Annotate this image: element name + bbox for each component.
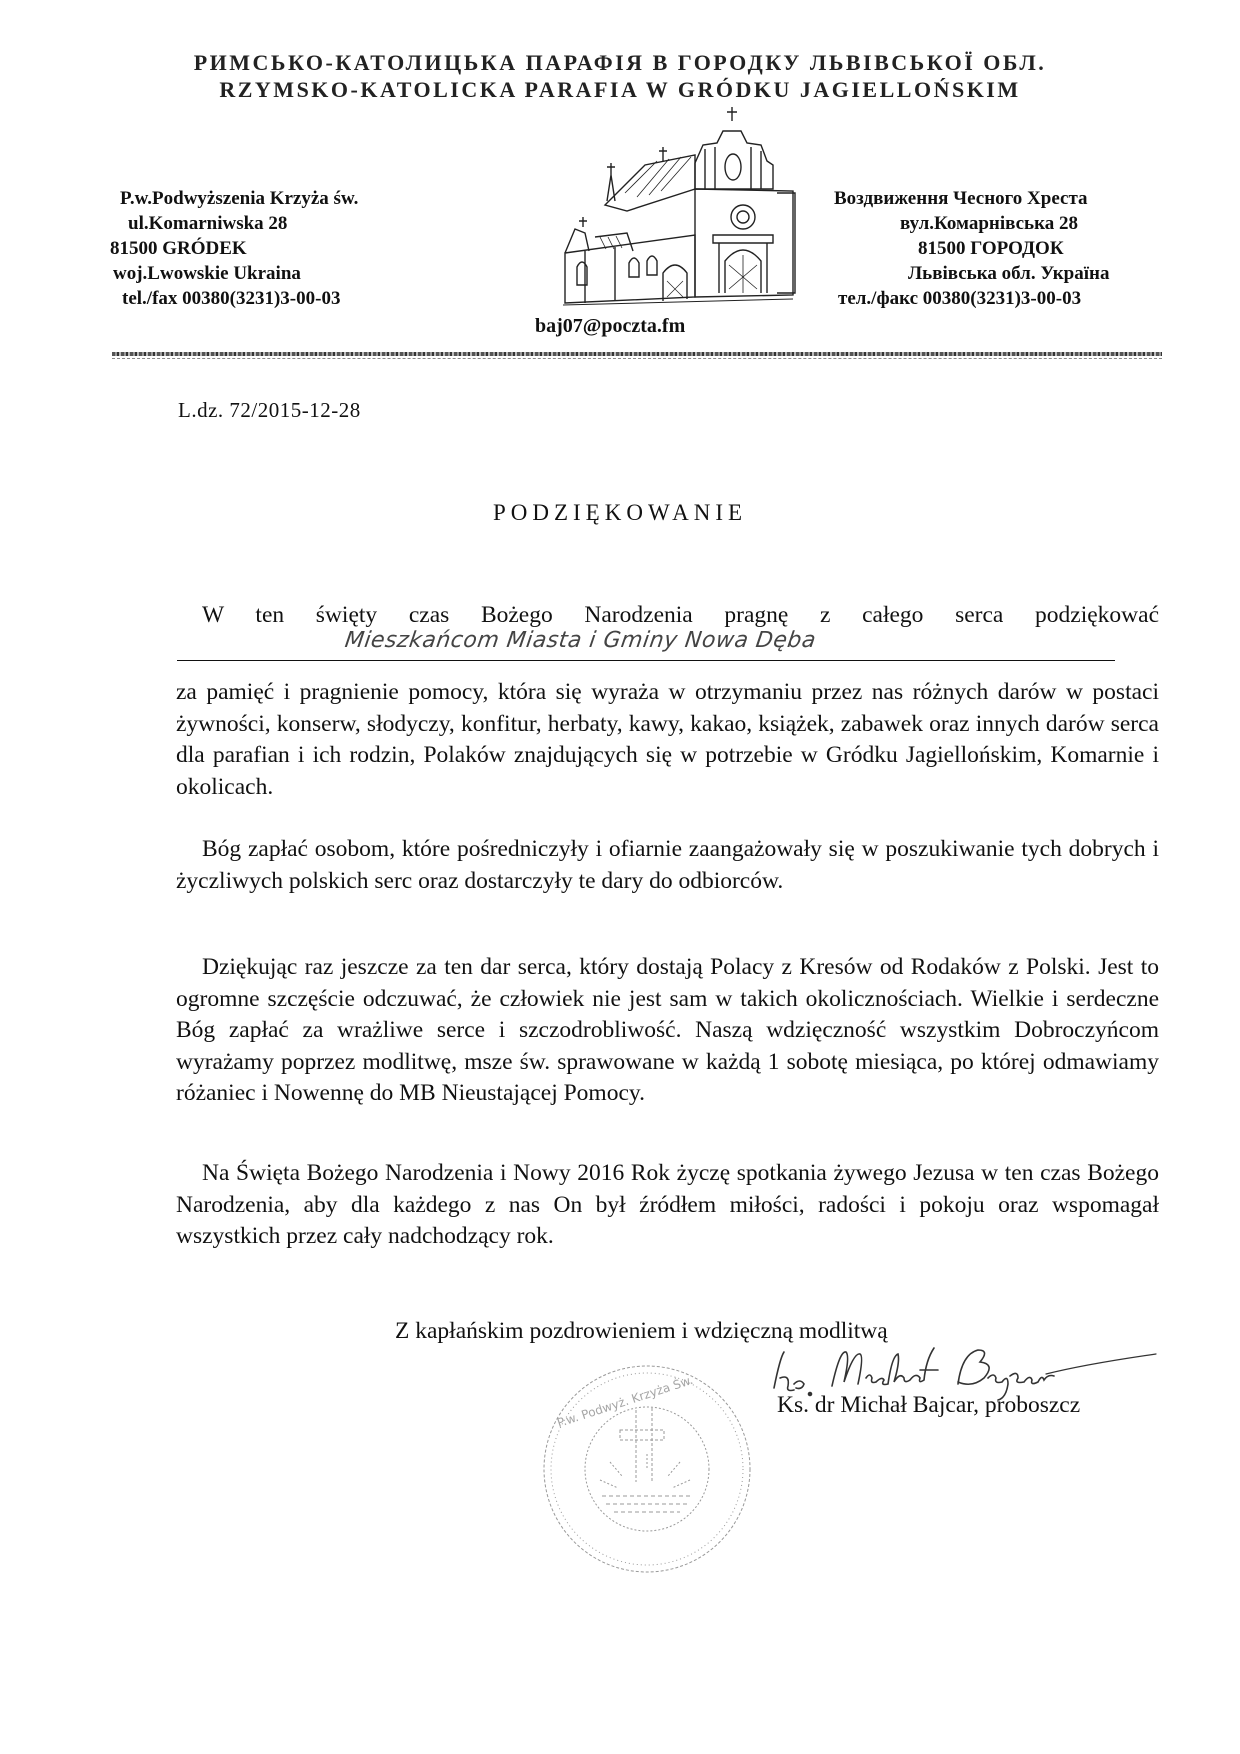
address-line: 81500 ГОРОДОК <box>918 238 1064 259</box>
church-drawing-icon <box>545 105 810 320</box>
parish-email: baj07@poczta.fm <box>535 315 686 337</box>
paragraph-2-text: Bóg zapłać osobom, które pośredniczyły i ofiarnie zaangażowały się w poszukiwanie tych dobrych i życzliwych polskich serc oraz dostarczyły te dary do odbiorców. <box>176 836 1159 894</box>
address-line: woj.Lwowskie Ukraina <box>113 263 301 284</box>
parish-title-ukrainian: РИМСЬКО-КАТОЛИЦЬКА ПАРАФІЯ В ГОРОДКУ ЛЬВІВСЬКОЇ ОБЛ. <box>193 50 1047 75</box>
address-line: Воздвиження Чесного Хреста <box>834 188 1088 209</box>
opening-text: W ten święty czas Bożego Narodzenia pragnę z całego serca podziękować <box>202 602 1159 628</box>
address-line: tel./fax 00380(3231)3-00-03 <box>122 288 341 309</box>
address-line: ul.Komarniwska 28 <box>128 213 288 234</box>
paragraph-2 <box>176 834 1159 897</box>
paragraph-4-text: Na Święta Bożego Narodzenia i Nowy 2016 Rok życzę spotkania żywego Jezusa w ten czas Bożego Narodzenia, aby dla każdego z nas On był źródłem miłości, radości i pokoju oraz wspomagał wszystkich przez cały nadchodzący rok. <box>176 1160 1159 1249</box>
address-polish <box>0 186 440 311</box>
paragraph-3 <box>176 952 1159 1110</box>
parish-title-polish: RZYMSKO-KATOLICKA PARAFIA W GRÓDKU JAGIELLOŃSKIM <box>219 77 1021 102</box>
paragraph-opening <box>176 600 1159 632</box>
document-reference-number: L.dz. 72/2015-12-28 <box>178 398 361 422</box>
handwritten-recipient: Mieszkańcom Miasta i Gminy Nowa Dęba <box>343 628 818 653</box>
paragraph-4 <box>176 1158 1159 1253</box>
document-title: PODZIĘKOWANIE <box>492 500 748 525</box>
paragraph-1: za pamięć i pragnienie pomocy, która się wyraża w otrzymaniu przez nas różnych darów w postaci żywności, konserw, słodyczy, konfitur, herbaty, kawy, kakao, książek, zabawek oraz innych darów serca dla parafian i ich rodzin, Polaków znajdujących się w potrzebie w Gródku Jagiellońskim, Komarnie i okolicach. <box>176 679 1159 800</box>
address-line: Львівська обл. Україна <box>908 263 1110 284</box>
stamp-text: P.w. Podwyż. Krzyża Św. <box>555 1372 695 1431</box>
signer-name: Ks. dr Michał Bajcar, proboszcz <box>777 1392 1081 1418</box>
parish-stamp-icon <box>540 1362 755 1577</box>
header-separator <box>112 352 1162 356</box>
address-line: вул.Комарнівська 28 <box>900 213 1079 234</box>
address-ukrainian <box>810 186 1160 311</box>
address-line: тел./факс 00380(3231)3-00-03 <box>838 288 1082 309</box>
paragraph-3-text: Dziękując raz jeszcze za ten dar serca, który dostają Polacy z Kresów od Rodaków z Polski. Jest to ogromne szczęście odczuwać, że człowiek nie jest sam w takich okolicznościach. Wielkie i serdeczne Bóg zapłać za wrażliwe serce i szczodrobliwość. Naszą wdzięczność wszystkim Dobroczyńcom wyrażamy poprzez modlitwę, msze św. sprawowane w każdą 1 sobotę miesiąca, po której odmawiamy różaniec i Nowennę do MB Nieustającej Pomocy. <box>176 954 1159 1106</box>
closing-greeting: Z kapłańskim pozdrowieniem i wdzięczną modlitwą <box>395 1318 888 1344</box>
header-separator-dashed <box>112 358 1162 360</box>
address-line: P.w.Podwyższenia Krzyża św. <box>120 188 359 209</box>
address-line: 81500 GRÓDEK <box>110 238 247 259</box>
fill-in-line <box>177 660 1115 661</box>
